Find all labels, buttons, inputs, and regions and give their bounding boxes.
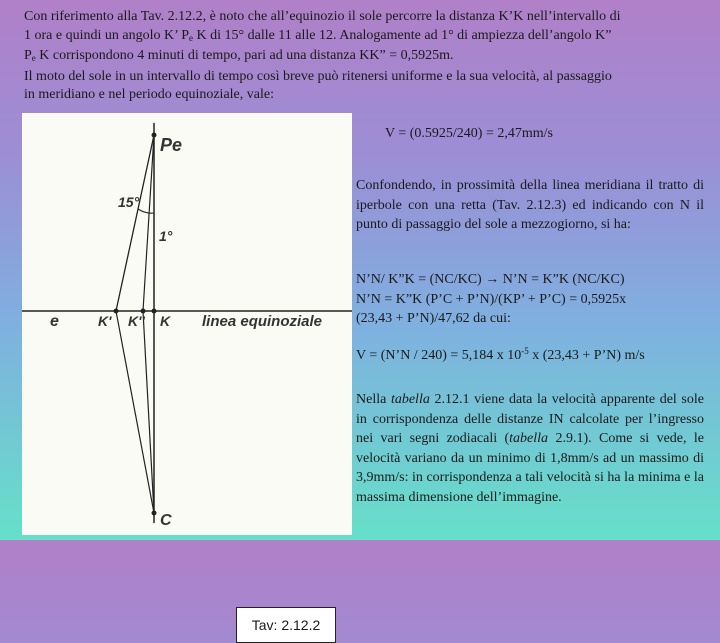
figure-caption: Tav: 2.12.2 [236, 607, 336, 643]
label-e: e [50, 313, 59, 330]
point-k1 [114, 309, 119, 314]
intro-line-2 [24, 27, 714, 48]
label-angle-15: 15° [118, 194, 140, 210]
subscript-e: e [189, 32, 193, 43]
label-k2: K'' [128, 313, 145, 329]
intro-line-3 [24, 47, 714, 68]
para-3-a: Nella [356, 392, 391, 407]
label-k: K [160, 313, 171, 329]
point-c [152, 511, 157, 516]
label-angle-1: 1° [159, 228, 173, 244]
formula-2-exponent: -5 [521, 346, 529, 356]
intro-line-4: Il moto del sole in un intervallo di tempo così breve può ritenersi uniforme e la sua velocità, al passaggio [24, 68, 612, 84]
intro-line-3-a: P [24, 48, 32, 63]
equation-line-1: N’N/ K”K = (NC/KC) → N’N = K”K (NC/KC) [356, 272, 625, 287]
para-3-b: 2.12.1 viene data la velocità apparente del sole in corrispondenza delle distanze IN calcolate per l’ingresso nei vari segni zodiacali ( [356, 392, 704, 446]
intro-text [24, 8, 714, 105]
equation-line-3: (23,43 + P’N)/47,62 da cui: [356, 311, 511, 326]
figure-diagram [22, 113, 352, 633]
para-3-italic-1: tabella [390, 392, 430, 407]
intro-line-1: Con riferimento alla Tav. 2.12.2, è noto che all’equinozio il sole percorre la distanza K’K nell’intervallo di [24, 9, 621, 24]
equation-line-2: N’N = K”K (P’C + P’N)/(KP’ + P’C) = 0,5925x [356, 291, 627, 307]
diagram-svg [22, 113, 352, 535]
label-c: C [160, 512, 172, 529]
paragraph-1: Confondendo, in prossimità della linea meridiana il tratto di iperbole con una retta (Tav. 2.12.3) ed indicando con N il punto di passaggio del sole a mezzogiorno, si ha: [356, 178, 704, 232]
paragraph-3 [356, 390, 704, 507]
point-k [152, 309, 157, 314]
formula-2-a: V = (N’N / 240) = 5,184 x 10 [356, 348, 522, 363]
paragraph-2 [356, 270, 704, 329]
formula-velocity: V = (0.5925/240) = 2,47mm/s [385, 126, 553, 141]
intro-line-2-b: K di 15° dalle 11 alle 12. Analogamente ad 1° di ampiezza dell’angolo K” [193, 27, 612, 43]
label-linea-equinoziale: linea equinoziale [202, 313, 323, 330]
intro-line-5: in meridiano e nel periodo equinoziale, vale: [24, 87, 274, 102]
angle-arc-15 [138, 209, 154, 213]
formula-velocity-2 [356, 346, 645, 364]
label-k1: K' [98, 313, 112, 329]
para-3-c: 2.9.1). Come si vede, le velocità variano da un minimo di 1,8mm/s ad un massimo di 3,9mm/s: in corrispondenza a tali velocità si ha la minima e la massima dimensione dell’immagine. [356, 431, 704, 505]
para-3-italic-2: tabella [509, 431, 549, 446]
formula-2-b: x (23,43 + P’N) m/s [528, 348, 645, 363]
label-pe: Pe [160, 135, 183, 155]
point-pe [152, 133, 157, 138]
intro-line-2-a: 1 ora e quindi un angolo K’ P [24, 27, 189, 43]
intro-line-3-b: K corrispondono 4 minuti di tempo, pari ad una distanza KK” = 0,5925m. [35, 48, 454, 63]
subscript-e: e [31, 53, 36, 63]
